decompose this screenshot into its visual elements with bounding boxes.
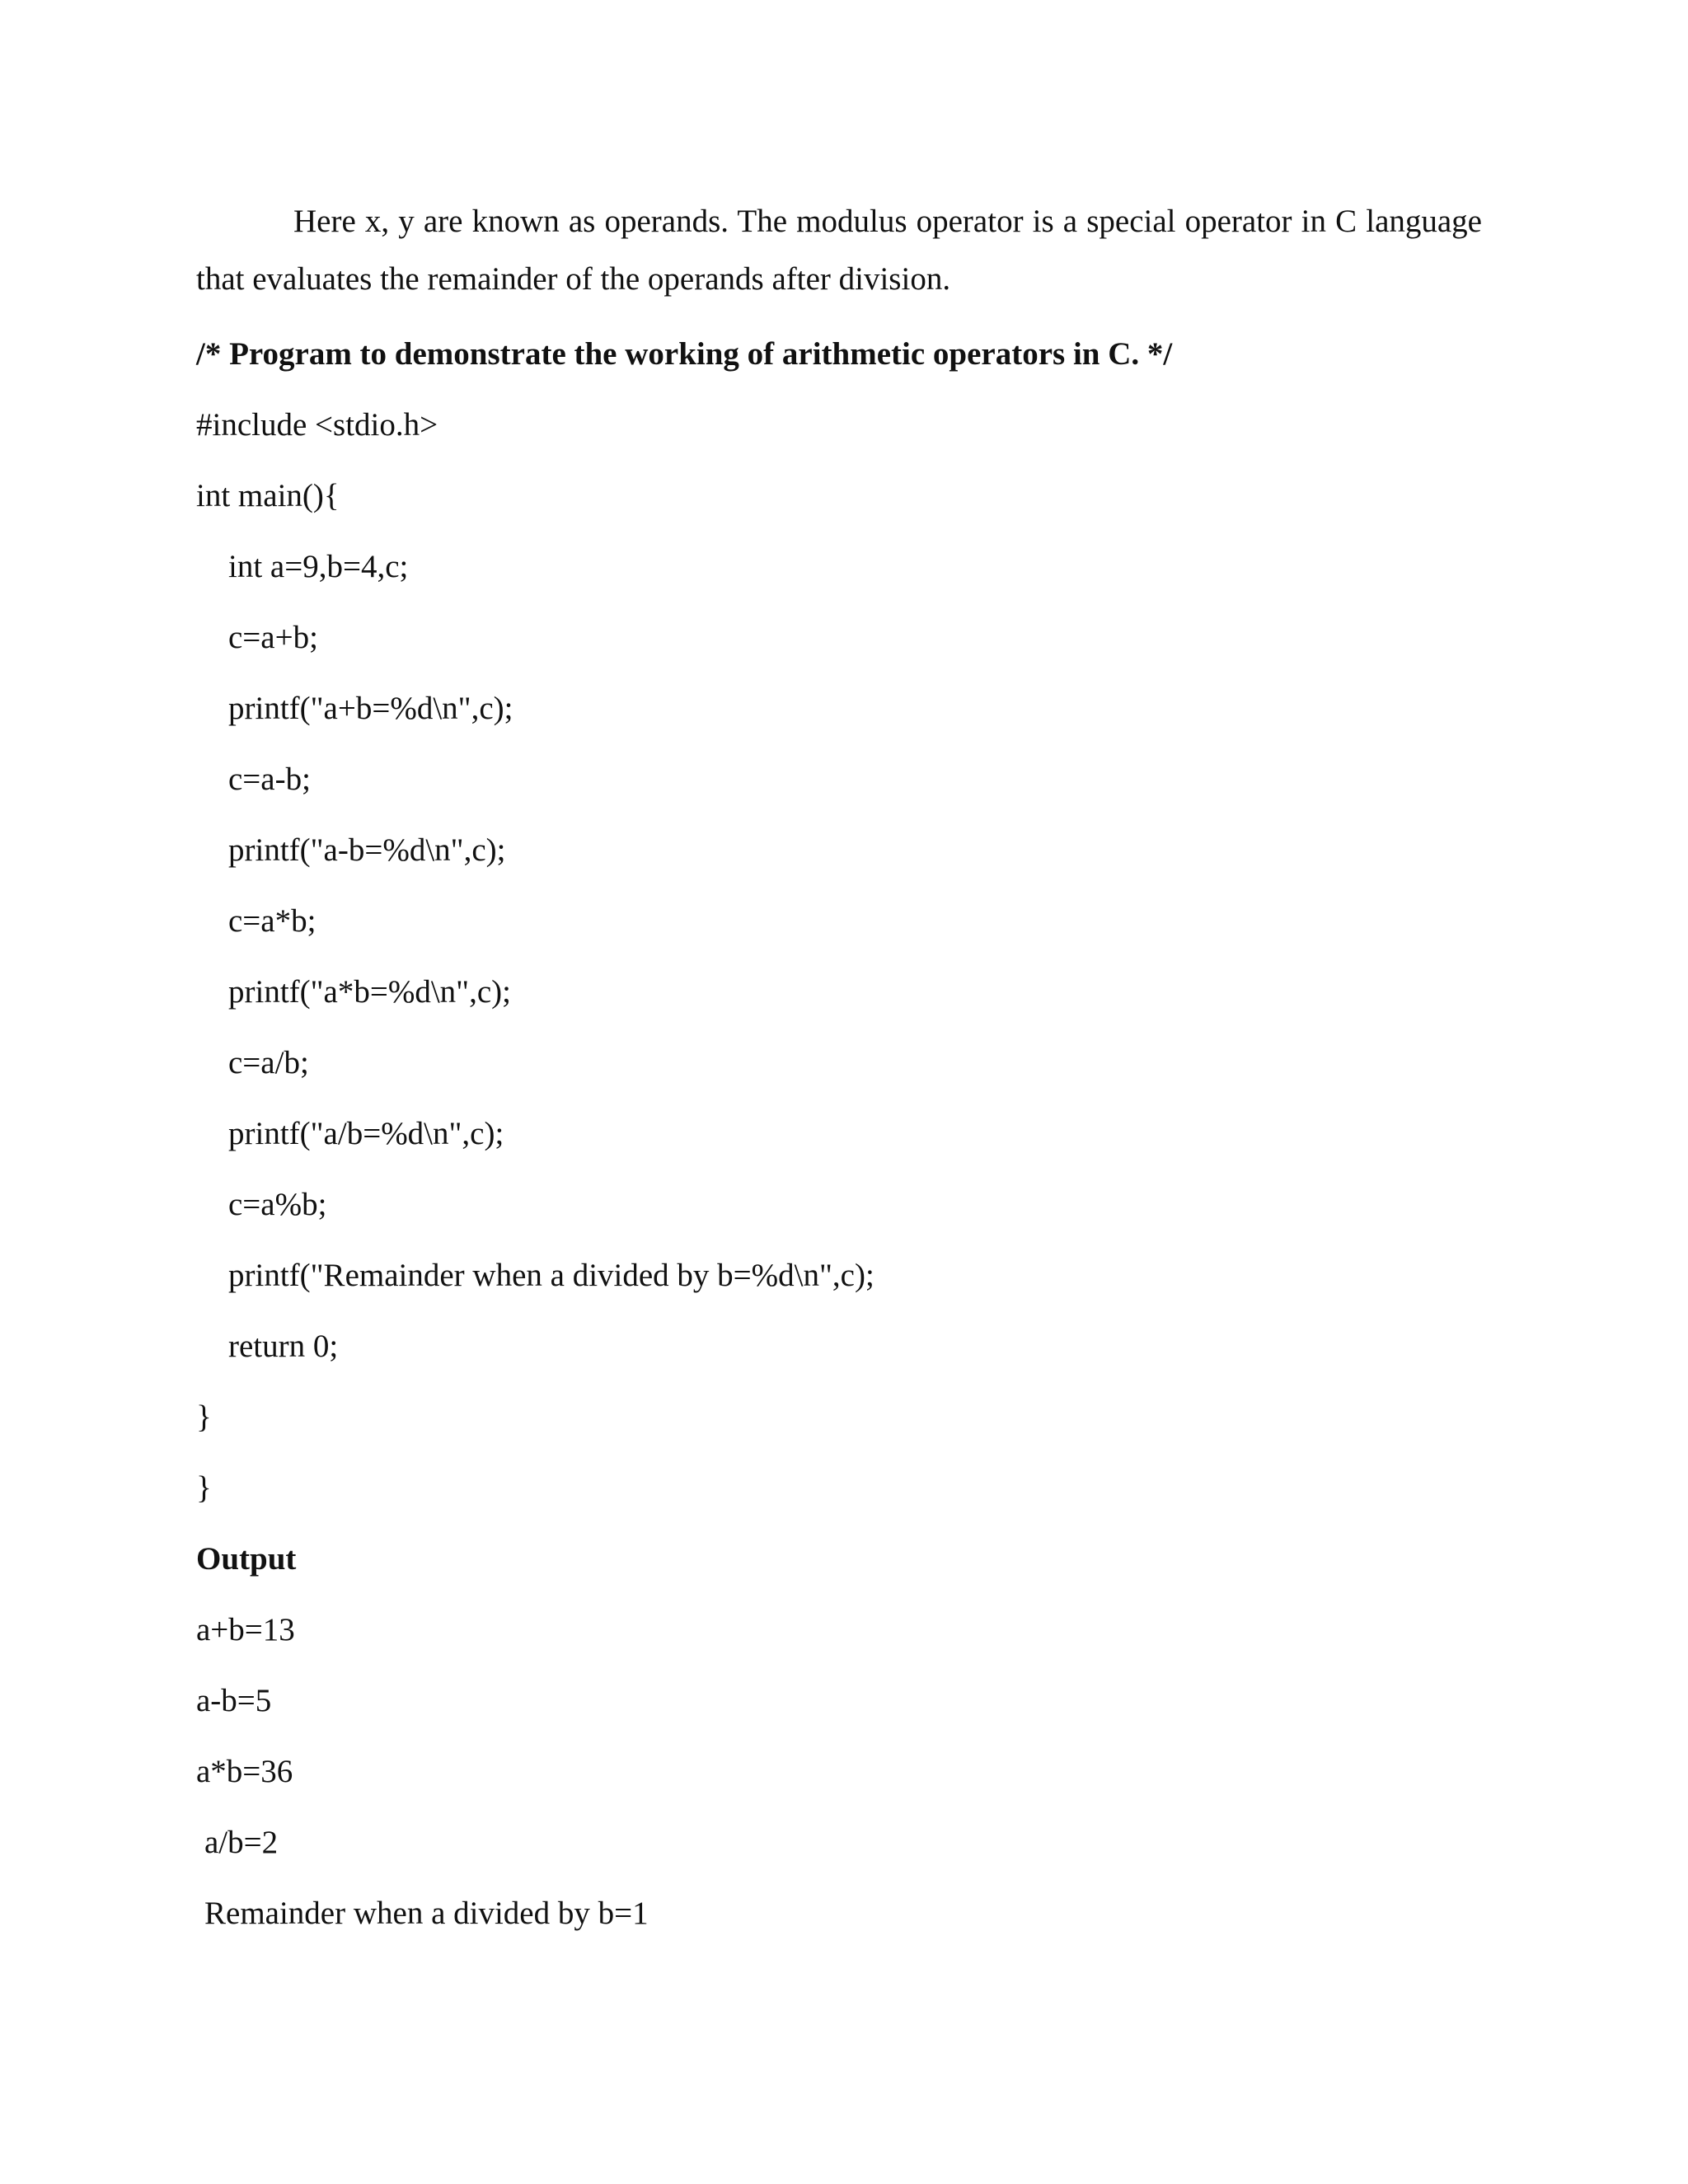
output-heading: Output — [196, 1541, 297, 1577]
code-line: c=a+b; — [228, 620, 318, 655]
code-line: return 0; — [228, 1329, 339, 1364]
code-line: printf("a/b=%d\n",c); — [228, 1116, 504, 1151]
code-line: c=a*b; — [228, 903, 316, 939]
output-line: a/b=2 — [204, 1825, 279, 1860]
code-line: printf("a+b=%d\n",c); — [228, 691, 513, 726]
output-line: a-b=5 — [196, 1683, 272, 1718]
code-close-brace: } — [196, 1399, 212, 1435]
code-line: int a=9,b=4,c; — [228, 549, 409, 584]
code-close-brace: } — [196, 1470, 212, 1506]
code-line: printf("a-b=%d\n",c); — [228, 832, 506, 868]
intro-paragraph: Here x, y are known as operands. The modulus operator is a special operator in C language that evaluates the remainder of the operands after division. — [196, 204, 1482, 297]
code-line: printf("Remainder when a divided by b=%d\n",c); — [228, 1258, 874, 1293]
code-line: c=a/b; — [228, 1045, 309, 1080]
output-line: Remainder when a divided by b=1 — [204, 1896, 649, 1931]
code-line: c=a%b; — [228, 1187, 327, 1222]
code-main-open: int main(){ — [196, 478, 340, 513]
output-line: a*b=36 — [196, 1754, 293, 1789]
code-line: printf("a*b=%d\n",c); — [228, 974, 511, 1010]
output-line: a+b=13 — [196, 1612, 295, 1647]
code-line: c=a-b; — [228, 762, 311, 797]
program-comment-heading: /* Program to demonstrate the working of arithmetic operators in C. */ — [196, 336, 1173, 372]
code-include-line: #include <stdio.h> — [196, 407, 438, 443]
